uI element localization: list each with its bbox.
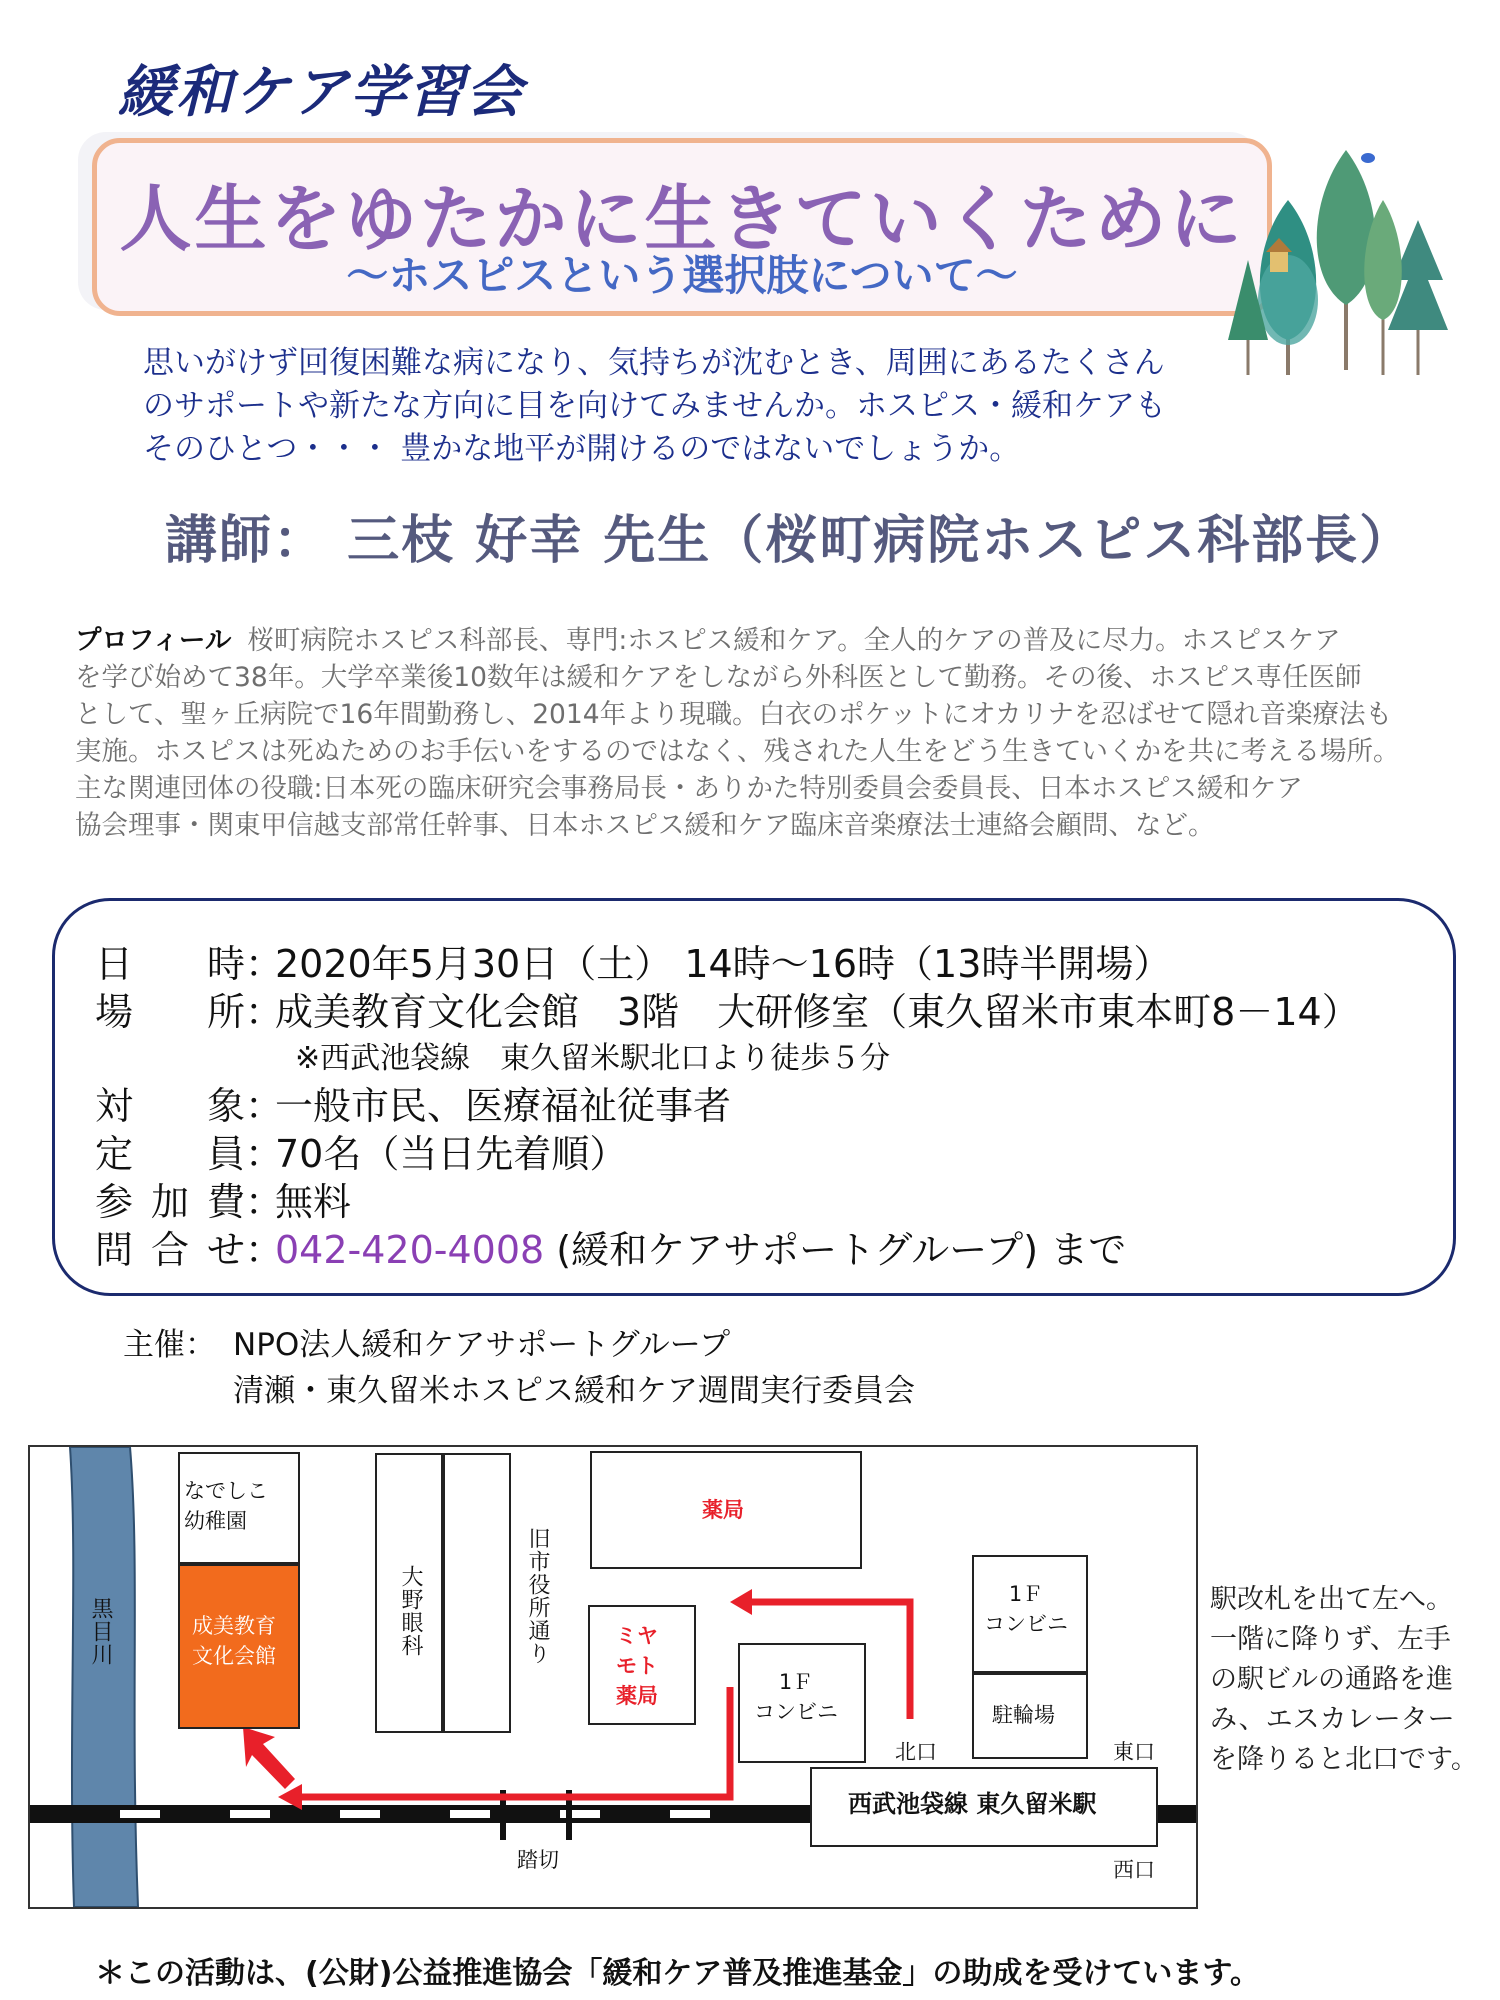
bird-icon	[1361, 153, 1375, 163]
miyamoto-pharmacy-building	[588, 1605, 696, 1725]
place-value: 成美教育文化会館 3階 大研修室（東久留米市東本町8－14）	[275, 990, 1360, 1034]
profile-text: 主な関連団体の役職:日本死の臨床研究会事務局長・ありかた特別委員会委員長、日本ホスピス緩和ケア	[75, 773, 1303, 804]
north-exit-label: 北口	[895, 1740, 937, 1764]
profile-label: プロフィール	[75, 625, 232, 656]
fee-label: 参加費	[95, 1180, 245, 1224]
street-label: 旧市役所通り	[525, 1527, 550, 1665]
building	[443, 1453, 511, 1733]
target-label: 対象	[95, 1084, 245, 1128]
fee-value: 無料	[275, 1180, 352, 1224]
kindergarten-label: なでしこ 幼稚園	[184, 1479, 268, 1533]
river	[70, 1447, 138, 1907]
profile	[75, 622, 1475, 844]
profile-first-line	[75, 622, 1475, 659]
profile-text: 協会理事・関東甲信越支部常任幹事、日本ホスピス緩和ケア臨床音楽療法士連絡会顧問、など。	[75, 810, 1215, 841]
west-exit-label: 西口	[1113, 1858, 1155, 1882]
intro-line: そのひとつ・・・ 豊かな地平が開けるのではないでしょうか。	[143, 431, 1021, 467]
pharmacy-building	[590, 1451, 862, 1569]
capacity-value: 70名（当日先着順）	[275, 1132, 628, 1176]
capacity-row: 定員：70名（当日先着順）	[95, 1123, 627, 1178]
organizer	[123, 1322, 915, 1414]
arrowhead-icon	[730, 1589, 752, 1615]
pharmacy-label: 薬局	[702, 1498, 744, 1522]
sub-title: ～ホスピスという選択肢について～	[346, 251, 1018, 300]
arrow-to-venue-icon	[243, 1727, 295, 1789]
event-info-box	[52, 898, 1456, 1296]
bike-parking	[972, 1673, 1088, 1759]
target-value: 一般市民、医療福祉従事者	[275, 1084, 732, 1128]
access-note: ※西武池袋線 東久留米駅北口より徒歩５分	[295, 1041, 891, 1076]
contact-suffix: (緩和ケアサポートグループ) まで	[544, 1228, 1127, 1272]
river-label: 黒目川	[88, 1597, 113, 1666]
trees-illustration	[1228, 140, 1458, 375]
station-label: 西武池袋線 東久留米駅	[848, 1790, 1097, 1818]
conv2-label: 1Ｆ コンビニ	[984, 1582, 1068, 1636]
contact-row: 問合せ：042-420-4008 (緩和ケアサポートグループ) まで	[95, 1219, 1126, 1274]
profile-text: 実施。ホスピスは死ぬためのお手伝いをするのではなく、残された人生をどう生きていくかを共に考える場所。	[75, 736, 1400, 767]
profile-text: を学び始めて38年。大学卒業後10数年は緩和ケアをしながら外科医として勤務。その後、ホスピス専任医師	[75, 662, 1362, 693]
convenience-store-1	[738, 1643, 866, 1763]
station-building	[810, 1767, 1158, 1847]
venue-label: 成美教育 文化会館	[192, 1614, 276, 1668]
organizer-label: 主催：	[123, 1327, 216, 1363]
datetime-row: 日時：2020年5月30日（土） 14時～16時（13時半開場）	[95, 933, 1171, 988]
intro-text	[143, 342, 1303, 471]
bike-parking-label: 駐輪場	[992, 1703, 1055, 1727]
map-directions: 駅改札を出て左へ。 一階に降りず、左手 の駅ビルの通路を進 み、エスカレーター を降りると北口です。	[1210, 1584, 1478, 1775]
venue-building	[178, 1564, 300, 1729]
intro-line: 思いがけず回復困難な病になり、気持ちが沈むとき、周囲にあるたくさん	[143, 345, 1165, 381]
intro-line: のサポートや新たな方向に目を向けてみませんか。ホスピス・緩和ケアも	[143, 388, 1166, 424]
main-title: 人生をゆたかに生きていくために	[119, 177, 1245, 261]
east-exit-label: 東口	[1113, 1740, 1155, 1764]
organizer-name: NPO法人緩和ケアサポートグループ	[233, 1327, 731, 1363]
title-banner	[92, 138, 1272, 316]
place-label: 場所	[95, 990, 245, 1034]
organizer-name: 清瀬・東久留米ホスピス緩和ケア週間実行委員会	[233, 1373, 915, 1409]
contact-label: 問合せ	[95, 1228, 245, 1272]
capacity-label: 定員	[95, 1132, 245, 1176]
datetime-value: 2020年5月30日（土） 14時～16時（13時半開場）	[275, 942, 1172, 986]
lecturer: 講師： 三枝 好幸 先生（桜町病院ホスピス科部長）	[165, 511, 1414, 571]
conv1-label: 1Ｆ コンビニ	[754, 1670, 838, 1724]
target-row: 対象：一般市民、医療福祉従事者	[95, 1075, 731, 1130]
place-row: 場所：成美教育文化会館 3階 大研修室（東久留米市東本町8－14）	[95, 981, 1360, 1036]
fee-row: 参加費：無料	[95, 1171, 351, 1226]
funding-note: ＊この活動は、(公財)公益推進協会「緩和ケア普及推進基金」の助成を受けています。	[95, 1956, 1261, 1991]
eye-clinic-building	[375, 1453, 443, 1733]
profile-text: 桜町病院ホスピス科部長、専門:ホスピス緩和ケア。全人的ケアの普及に尽力。ホスピスケア	[247, 625, 1341, 656]
profile-text: として、聖ヶ丘病院で16年間勤務し、2014年より現職。白衣のポケットにオカリナを忍ばせて隠れ音楽療法も	[75, 699, 1392, 730]
eye-clinic-label: 大野眼科	[398, 1565, 423, 1657]
miyamoto-label: ミヤ モト 薬局	[616, 1624, 658, 1708]
access-map	[28, 1445, 1198, 1909]
series-title: 緩和ケア学習会	[118, 60, 524, 125]
convenience-store-2	[972, 1555, 1088, 1673]
datetime-label: 日時	[95, 942, 245, 986]
kindergarten-building	[178, 1452, 300, 1564]
phone-number[interactable]: 042-420-4008	[275, 1228, 545, 1272]
crossing-label: 踏切	[517, 1848, 559, 1872]
